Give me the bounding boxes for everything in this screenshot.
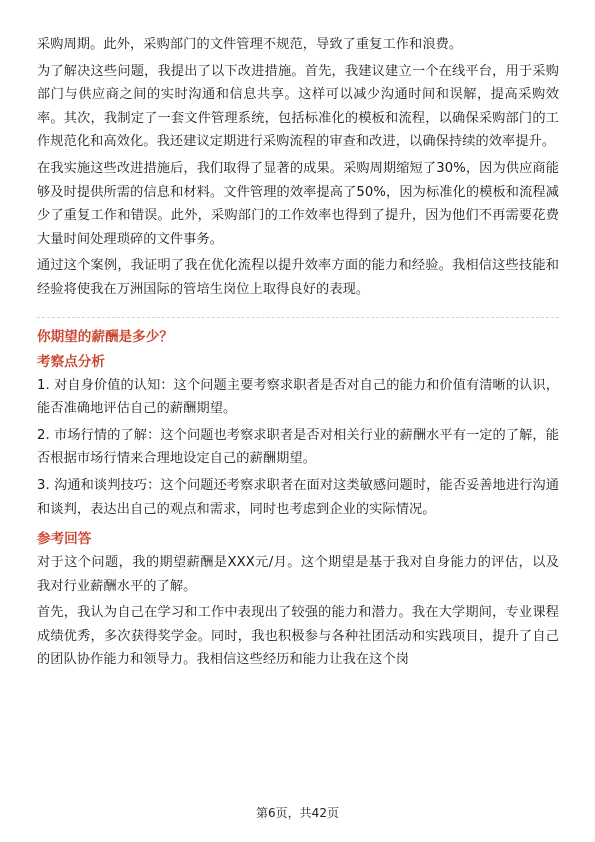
answer-title: 参考回答 [37,531,92,548]
intro-paragraph-3: 在我实施这些改进措施后，我们取得了显著的成果。采购周期缩短了30%，因为供应商能够及时提供所需的信息和材料。文件管理的效率提高了50%，因为标准化的模板和流程减少了重复工作和错误。此外，采购部门的工作效率也得到了提升，因为他们不再需要花费大量时间处理琐碎的文件事务。 [37,160,559,247]
analysis-item-3: 3. 沟通和谈判技巧：这个问题还考察求职者在面对这类敏感问题时，能否妥善地进行沟通和谈判，表达出自己的观点和需求，同时也考虑到企业的实际情况。 [37,477,559,517]
analysis-title: 考察点分析 [37,353,105,370]
analysis-item-1: 1. 对自身价值的认知：这个问题主要考察求职者是否对自己的能力和价值有清晰的认识，能否准确地评估自己的薪酬期望。 [37,377,559,417]
answer-paragraph-1: 对于这个问题，我的期望薪酬是XXX元/月。这个期望是基于我对自身能力的评估，以及我对行业薪酬水平的了解。 [37,555,559,594]
question-title: 你期望的薪酬是多少？ [37,328,173,345]
intro-paragraph-2: 为了解决这些问题，我提出了以下改进措施。首先，我建议建立一个在线平台，用于采购部门与供应商之间的实时沟通和信息共享。这样可以减少沟通时间和误解，提高采购效率。其次，我制定了一套文件管理系统，包括标准化的模板和流程，以确保采购部门的工作规范化和高效化。我还建议定期进行采购流程的审查和改进，以确保持续的效率提升。 [37,63,559,150]
analysis-item-2: 2. 市场行情的了解：这个问题也考察求职者是否对相关行业的薪酬水平有一定的了解，能否根据市场行情来合理地设定自己的薪酬期望。 [37,427,559,467]
intro-paragraph-4: 通过这个案例，我证明了我在优化流程以提升效率方面的能力和经验。我相信这些技能和经验将使我在万洲国际的管培生岗位上取得良好的表现。 [37,258,559,297]
section-divider [37,317,559,318]
intro-paragraph-1: 采购周期。此外，采购部门的文件管理不规范，导致了重复工作和浪费。 [37,37,463,52]
answer-paragraph-2: 首先，我认为自己在学习和工作中表现出了较强的能力和潜力。我在大学期间，专业课程成绩优秀，多次获得奖学金。同时，我也积极参与各种社团活动和实践项目，提升了自己的团队协作能力和领导力。我相信这些经历和能力让我在这个岗 [37,605,559,668]
page-number: 第6页，共42页 [256,806,339,820]
page-content [37,33,559,672]
